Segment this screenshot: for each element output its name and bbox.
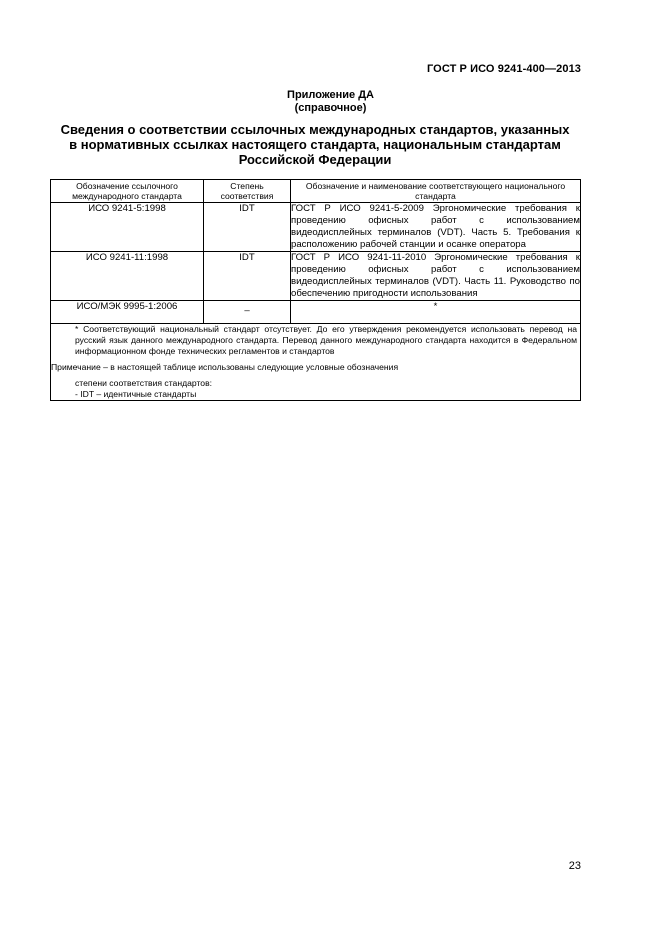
section-title (50, 122, 580, 167)
table-note: Примечание – в настоящей таблице использованы следующие условные обозначения (51, 362, 399, 372)
intl-standard-cell: ИСО/МЭК 9995-1:2006 (51, 301, 204, 324)
table-row (51, 301, 581, 324)
legend-line-2: - IDT – идентичные стандарты (75, 389, 197, 399)
degree-cell: IDT (204, 203, 291, 252)
degree-cell: IDT (204, 252, 291, 301)
legend (51, 378, 580, 400)
header-intl-standard: Обозначение ссылочного международного стандарта (51, 180, 204, 203)
table-row (51, 252, 581, 301)
section-title-line-2: в нормативных ссылках настоящего стандарта, национальным стандартам (69, 137, 561, 152)
national-standard-cell: * (291, 301, 581, 324)
intl-standard-cell: ИСО 9241-5:1998 (51, 203, 204, 252)
legend-line-1: степени соответствия стандартов: (75, 378, 213, 388)
annex-title: Приложение ДА (287, 89, 374, 101)
document-code: ГОСТ Р ИСО 9241-400—2013 (426, 63, 581, 75)
table-notes (51, 324, 581, 401)
table-header-row (51, 180, 581, 203)
table-row (51, 203, 581, 252)
intl-standard-cell: ИСО 9241-11:1998 (51, 252, 204, 301)
header-national-standard: Обозначение и наименование соответствующего национального стандарта (291, 180, 581, 203)
correspondence-table (50, 179, 581, 401)
table-footnote: * Соответствующий национальный стандарт отсутствует. До его утверждения рекомендуется использовать перевод на русский язык данного международного стандарта. Перевод данного международного стандарта находится в Федеральном информационном фонде технических регламентов и стандартов (75, 324, 577, 356)
national-standard-cell: ГОСТ Р ИСО 9241-11-2010 Эргономические требования к проведению офисных работ с использованием видеодисплейных терминалов (VDT). Часть 11. Руководство по обеспечению пригодности использования (291, 252, 580, 299)
section-title-line-1: Сведения о соответствии ссылочных международных стандартов, указанных (60, 122, 570, 137)
header-degree: Степень соответствия (204, 180, 291, 203)
annex-subtitle: (справочное) (294, 102, 367, 114)
table-notes-row (51, 324, 581, 401)
degree-cell: – (204, 301, 291, 324)
annex-heading (0, 89, 661, 115)
national-standard-cell: ГОСТ Р ИСО 9241-5-2009 Эргономические требования к проведению офисных работ с использованием видеодисплейных терминалов (VDT). Часть 5. Требования к расположению рабочей станции и осанке оператора (291, 203, 580, 250)
page-number: 23 (568, 860, 581, 872)
section-title-line-3: Российской Федерации (238, 152, 392, 167)
